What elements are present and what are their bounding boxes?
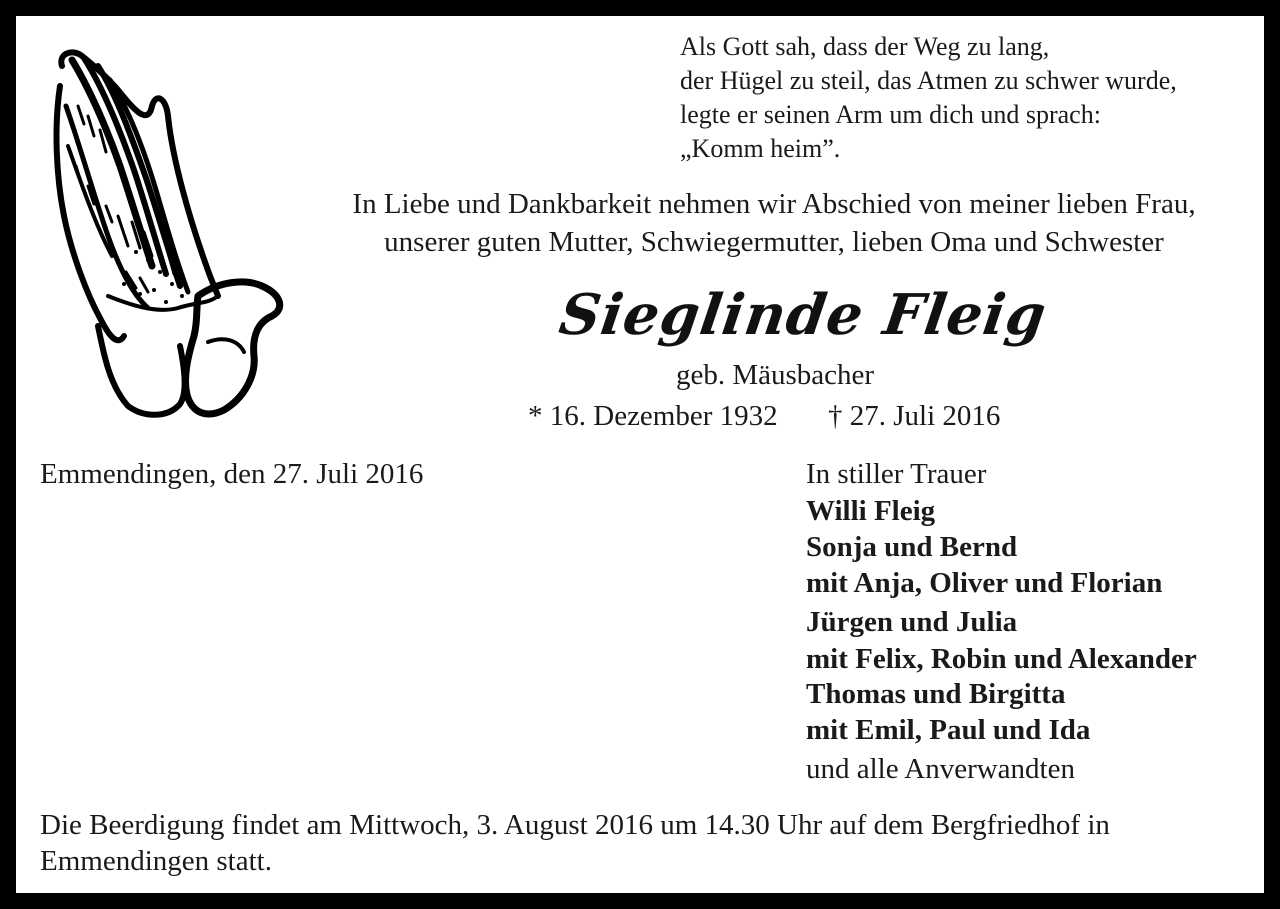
mourner-name: Jürgen und Julia (806, 606, 1018, 638)
place-date: Emmendingen, den 27. Juli 2016 (40, 458, 424, 490)
mourners-heading: In stiller Trauer (806, 458, 987, 490)
intro-line-2: unserer guten Mutter, Schwiegermutter, lieben Oma und Schwester (384, 226, 1164, 258)
poem-line: Als Gott sah, dass der Weg zu lang, (680, 32, 1050, 61)
mourner-name: Willi Fleig (806, 495, 936, 527)
birth-date: * 16. Dezember 1932 (528, 400, 778, 432)
poem-line: legte er seinen Arm um dich und sprach: (680, 100, 1101, 129)
mourner-name: Thomas und Birgitta (806, 678, 1066, 710)
mourners-closing: und alle Anverwandten (806, 753, 1075, 785)
deceased-name: Sieglinde Fleig (555, 282, 1051, 348)
mourner-name: mit Felix, Robin und Alexander (806, 643, 1197, 675)
funeral-line-2: Emmendingen statt. (40, 845, 272, 877)
poem-line: der Hügel zu steil, das Atmen zu schwer wurde, (680, 66, 1177, 95)
mourner-name: mit Anja, Oliver und Florian (806, 567, 1163, 599)
intro-line-1: In Liebe und Dankbarkeit nehmen wir Abschied von meiner lieben Frau, (352, 188, 1196, 220)
death-date: † 27. Juli 2016 (828, 400, 1001, 432)
poem (680, 30, 1250, 166)
mourner-name: mit Emil, Paul und Ida (806, 714, 1091, 746)
funeral-line-1: Die Beerdigung findet am Mittwoch, 3. August 2016 um 14.30 Uhr auf dem Bergfriedhof in (40, 809, 1110, 841)
poem-line: „Komm heim”. (680, 134, 841, 163)
maiden-name: geb. Mäusbacher (675, 359, 875, 391)
mourner-name: Sonja und Bernd (806, 531, 1018, 563)
